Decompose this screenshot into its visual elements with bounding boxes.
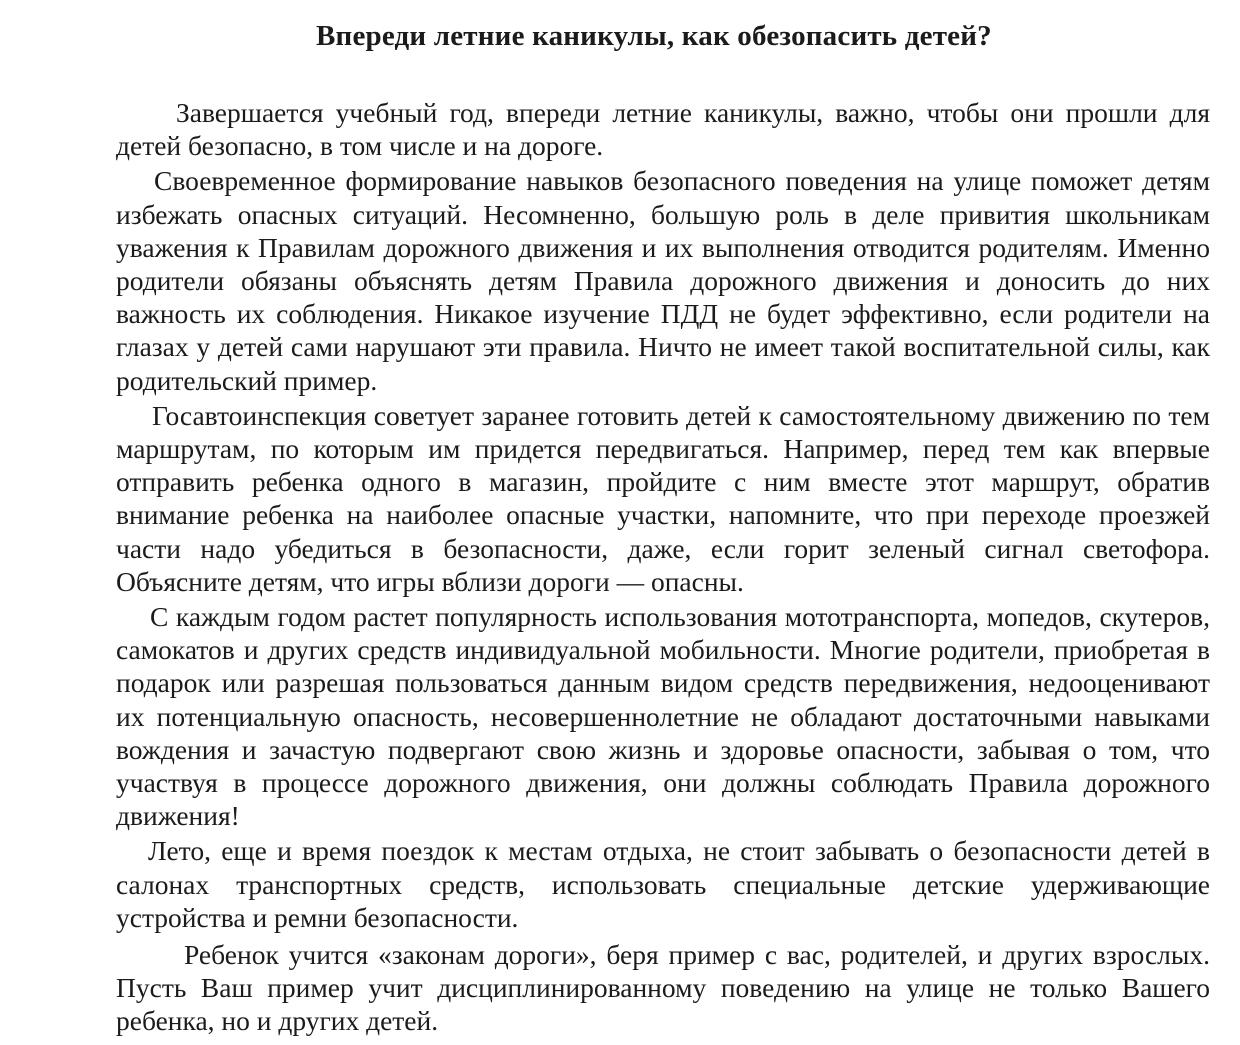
paragraph-vehicle-safety: Лето, еще и время поездок к местам отдыха, не стоит забывать о безопасности детей в салонах транспортных средств, использовать специальные детские удерживающие устройства и ремни безопасности. xyxy=(116,835,1210,933)
paragraph-route-preparation: Госавтоинспекция советует заранее готовить детей к самостоятельному движению по тем маршрутам, по которым им придется передвигаться. Например, перед тем как впервые отправить ребенка одного в магазин, пройдите с ним вместе этот маршрут, обратив внимание ребенка на наиболее опасные участки, напомните, что при переходе проезжей части надо убедиться в безопасности, даже, если горит зеленый сигнал светофора. Объясните детям, что игры вблизи дороги — опасны. xyxy=(116,399,1210,597)
paragraph-parent-example: Ребенок учится «законам дороги», беря пример с вас, родителей, и других взрослых. Пусть Ваш пример учит дисциплинированному поведению на улице не только Вашего ребенка, но и других детей. xyxy=(116,939,1210,1037)
document-body xyxy=(116,96,1210,1038)
document-title: Впереди летние каникулы, как обезопасить детей? xyxy=(316,20,992,52)
paragraph-school-year-ending: Завершается учебный год, впереди летние каникулы, важно, чтобы они прошли для детей безопасно, в том числе и на дороге. xyxy=(116,97,1210,162)
paragraph-personal-mobility: С каждым годом растет популярность использования мототранспорта, мопедов, скутеров, самокатов и других средств индивидуальной мобильности. Многие родители, приобретая в подарок или разрешая пользоваться данным видом средств передвижения, недооценивают их потенциальную опасность, несовершеннолетние не обладают достаточными навыками вождения и зачастую подвергают свою жизнь и здоровье опасности, забывая о том, что участвуя в процессе дорожного движения, они должны соблюдать Правила дорожного движения! xyxy=(116,601,1210,832)
paragraph-parents-role: Своевременное формирование навыков безопасного поведения на улице поможет детям избежать опасных ситуаций. Несомненно, большую роль в деле привития школьникам уважения к Правилам дорожного движения и их выполнения отводится родителям. Именно родители обязаны объяснять детям Правила дорожного движения и доносить до них важность их соблюдения. Никакое изучение ПДД не будет эффективно, если родители на глазах у детей сами нарушают эти правила. Ничто не имеет такой воспитательной силы, как родительский пример. xyxy=(116,165,1210,396)
